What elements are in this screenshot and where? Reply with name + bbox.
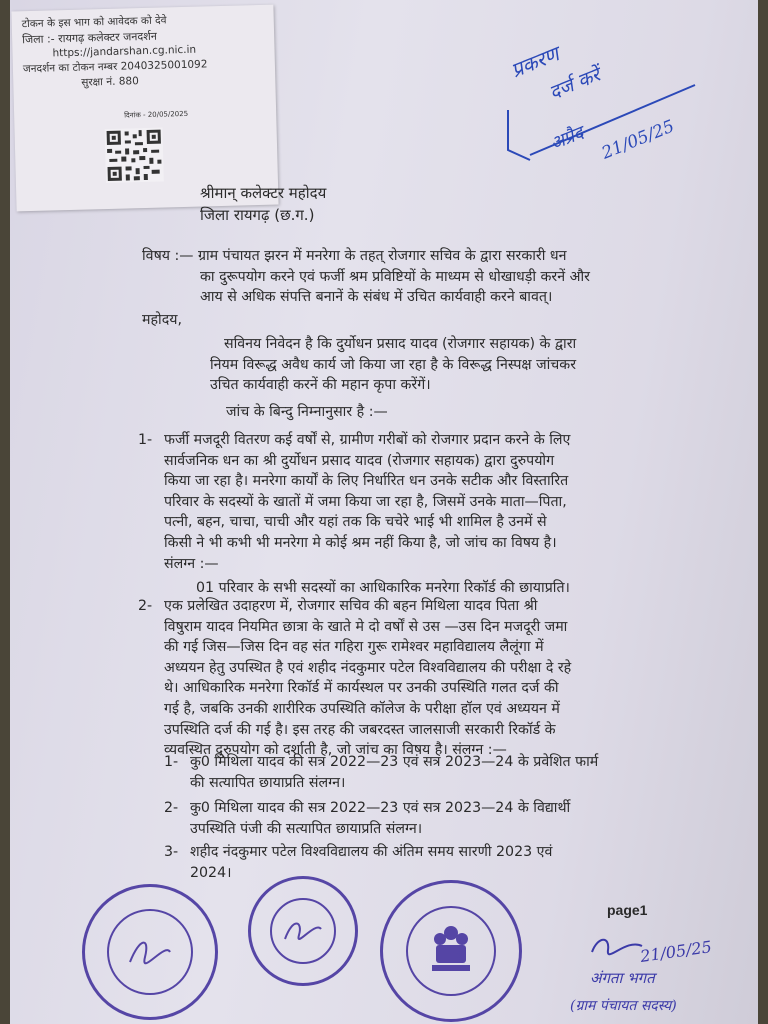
point-2-line: की गई जिस—जिस दिन वह संत गहिरा गुरू रामेश्वर महाविद्यालय लैलूंगा में <box>164 639 544 656</box>
panchayat-secretary-seal <box>248 876 358 986</box>
point-1-line: पत्नी, बहन, चाचा, चाची और यहां तक कि चचेरे भाई भी शामिल है उनमें से <box>164 514 547 531</box>
subject-line: का दुरूपयोग करने एवं फर्जी श्रम प्रविष्टियों के माध्यम से धोखाधड़ी करनें और <box>200 268 590 285</box>
official-emblem-seal <box>380 880 522 1022</box>
signature-scribble-icon <box>281 913 325 949</box>
attachment-line: की सत्यापित छायाप्रति संलग्न। <box>190 774 346 791</box>
handnote-initials: अप्रैद <box>547 122 587 155</box>
attachment-line: उपस्थिति पंजी की सत्यापित छायाप्रति संलग्न। <box>190 820 423 837</box>
subject-block <box>142 246 590 308</box>
point-2-number: 2- <box>138 598 153 614</box>
request-line: सविनय निवेदन है कि दुर्योधन प्रसाद यादव (रोजगार सहायक) के द्वारा <box>224 336 577 352</box>
token-line-1: टोकन के इस भाग को आवेदक को देवे <box>21 14 167 31</box>
attachment-2-number: 2- <box>164 800 179 816</box>
addressee-block <box>200 182 326 226</box>
subject-line: आय से अधिक संपत्ति बनानें के संबंध में उचित कार्यवाही करने बावत्। <box>200 289 553 306</box>
qr-code-icon <box>105 128 164 183</box>
salutation: महोदय, <box>142 312 182 328</box>
subject-line: विषय :— ग्राम पंचायत झरन में मनरेगा के तहत् रोजगार सचिव के द्वारा सरकारी धन <box>142 248 567 264</box>
point-2-line: उपस्थिति दर्ज की गई है। इस तरह की जबरदस्त जालसाजी सरकारी रिकॉर्ड के <box>164 721 556 738</box>
handnote-arrow-icon <box>490 30 720 200</box>
point-1-line: किसी ने भी कभी भी मनरेगा मे कोई श्रम नहीं किया है, जो जांच का विषय है। <box>164 534 557 551</box>
token-line-2: जिला :- रायगढ़ कलेक्टर जनदर्शन <box>21 29 158 47</box>
addressee-district: जिला रायगढ़ (छ.ग.) <box>200 206 315 224</box>
attachment-line: 2024। <box>190 864 232 881</box>
handnote-line-1: प्रकरण <box>507 41 563 83</box>
attachment-1-number: 1- <box>164 754 179 770</box>
jandarshan-token-slip <box>11 5 278 212</box>
handnote-line-2: दर्ज करें <box>546 63 604 104</box>
request-block <box>210 334 576 396</box>
request-line: नियम विरूद्ध अवैध कार्य जो किया जा रहा है के विरूद्ध निस्पक्ष जांचकर <box>210 356 577 373</box>
point-1-line: फर्जी मजदूरी वितरण कई वर्षों से, ग्रामीण गरीबों को रोजगार प्रदान करने के लिए <box>164 432 571 448</box>
token-url: https://jandarshan.cg.nic.in <box>52 43 197 60</box>
attachment-line: कु0 मिथिला यादव की सत्र 2022—23 एवं सत्र 2023—24 के प्रवेशित फार्म <box>190 754 599 770</box>
national-emblem-icon <box>426 923 476 979</box>
point-1-block <box>164 430 570 599</box>
attachment-2 <box>190 798 570 839</box>
document-page <box>10 0 758 1024</box>
attachment-3 <box>190 842 552 883</box>
point-2-line: व्यवस्थित दुरुपयोग को दर्शाती है, जो जांच का विषय है। संलग्न :— <box>164 742 507 759</box>
points-intro: जांच के बिन्दु निम्नानुसार है :— <box>226 404 388 420</box>
point-1-line: 01 परिवार के सभी सदस्यों का आधिकारिक मनरेगा रिकॉर्ड की छायाप्रति। <box>196 580 570 597</box>
signatory-name: अंगता भगत <box>590 969 655 987</box>
signature-date: 21/05/25 <box>639 937 713 966</box>
token-security-number: सुरक्षा नं. 880 <box>81 75 139 89</box>
point-1-line: किया जा रहा है। मनरेगा कार्यों के लिए निर्धारित धन उनके सटीक और विस्तारित <box>164 473 569 490</box>
page-label: page1 <box>607 902 648 918</box>
point-2-line: थे। आधिकारिक मनरेगा रिकॉर्ड में कार्यस्थल पर उनकी उपस्थिति गलत दर्ज की <box>164 680 559 697</box>
attachment-3-number: 3- <box>164 844 179 860</box>
attachment-line: शहीद नंदकुमार पटेल विश्वविद्यालय की अंतिम समय सारणी 2023 एवं <box>190 844 553 860</box>
addressee-title: श्रीमान् कलेक्टर महोदय <box>200 184 327 202</box>
handnote-date: 21/05/25 <box>599 116 678 164</box>
point-2-block <box>164 596 571 761</box>
point-1-line: सार्वजनिक धन का श्री दुर्योधन प्रसाद यादव (रोजगार सहायक) द्वारा दुरुपयोग <box>164 452 555 469</box>
attachment-1 <box>190 752 598 793</box>
signature-scribble-icon <box>125 932 175 972</box>
request-line: उचित कार्यवाही करनें की महान कृपा करेंगें। <box>210 377 431 394</box>
point-2-line: अध्ययन हेतु उपस्थित है एवं शहीद नंदकुमार पटेल विश्वविद्यालय की परीक्षा दे रहे <box>164 659 572 676</box>
token-number: जनदर्शन का टोकन नम्बर 2040325001092 <box>22 58 208 76</box>
point-1-line: परिवार के सदस्यों के खातों में जमा किया जा रहा है, जिसमें उनके माता—पिता, <box>164 493 567 510</box>
point-2-line: विषुराम यादव नियमित छात्रा के खाते मे दो वर्षों से उस —उस दिन मजदूरी जमा <box>164 618 568 635</box>
signature-scribble-icon <box>588 932 648 962</box>
point-1-line: संलग्न :— <box>164 555 219 572</box>
handwritten-endorsement <box>490 30 720 200</box>
point-1-number: 1- <box>138 432 153 448</box>
attachment-line: कु0 मिथिला यादव की सत्र 2022—23 एवं सत्र 2023—24 के विद्यार्थी <box>190 800 571 816</box>
signatory-role: (ग्राम पंचायत सदस्य) <box>570 998 677 1014</box>
point-2-line: एक प्रलेखित उदाहरण में, रोजगार सचिव की बहन मिथिला यादव पिता श्री <box>164 598 538 614</box>
gram-panchayat-seal <box>82 884 218 1020</box>
point-2-line: गई है, जबकि उनकी शारीरिक उपस्थिति कॉलेज के परीक्षा हॉल एवं अध्ययन में <box>164 700 560 717</box>
token-date: दिनांक - 20/05/2025 <box>124 109 189 120</box>
